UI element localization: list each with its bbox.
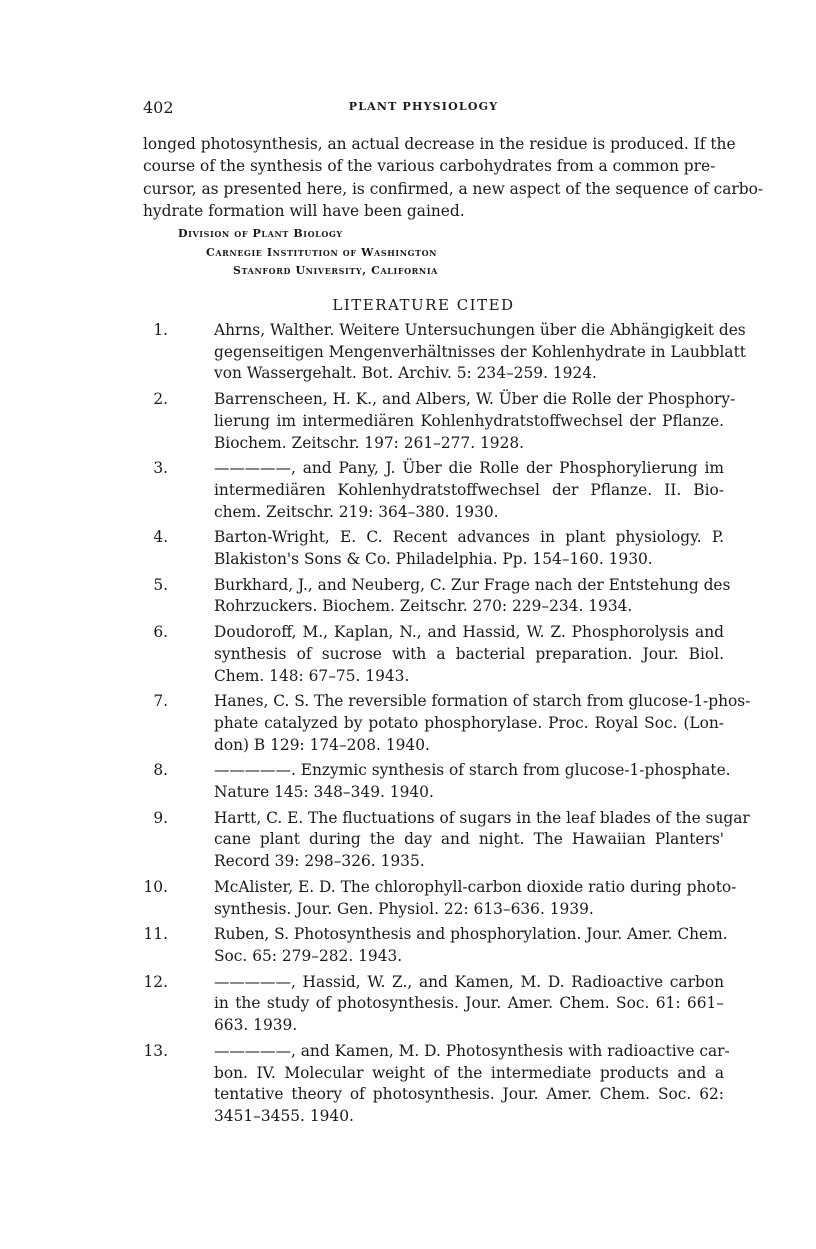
body-line: hydrate formation will have been gained. — [143, 202, 465, 221]
reference-text — [214, 458, 724, 523]
affiliation-division: Division of Plant Biology — [178, 227, 343, 240]
reference-text — [214, 760, 731, 803]
reference-line: —————, and Pany, J. Über die Rolle der Phosphorylierung im — [214, 459, 724, 478]
reference-item — [143, 760, 731, 803]
reference-line: Record 39: 298–326. 1935. — [214, 852, 425, 871]
reference-text — [214, 691, 751, 756]
reference-number: 12. — [143, 972, 168, 991]
affiliation-institution: Carnegie Institution of Washington — [206, 246, 438, 259]
reference-line: gegenseitigen Mengenverhältnisses der Kohlenhydrate in Laubblatt — [214, 342, 746, 361]
reference-text — [214, 320, 746, 385]
reference-line: Ahrns, Walther. Weitere Untersuchungen über die Abhängigkeit des — [214, 321, 746, 339]
reference-item — [143, 808, 750, 873]
reference-line: Chem. 148: 67–75. 1943. — [214, 666, 410, 685]
reference-item — [143, 527, 724, 570]
reference-line: Doudoroff, M., Kaplan, N., and Hassid, W. Z. Phosphorolysis and — [214, 623, 724, 642]
reference-line: Barrenscheen, H. K., and Albers, W. Über die Rolle der Phosphory- — [214, 390, 736, 409]
reference-text — [214, 527, 724, 570]
reference-text — [214, 575, 731, 618]
reference-line: Barton-Wright, E. C. Recent advances in plant physiology. P. — [214, 528, 724, 547]
reference-line: Biochem. Zeitschr. 197: 261–277. 1928. — [214, 433, 525, 452]
reference-text — [214, 924, 728, 967]
reference-line: chem. Zeitschr. 219: 364–380. 1930. — [214, 502, 499, 521]
reference-line: Ruben, S. Photosynthesis and phosphorylation. Jour. Amer. Chem. — [214, 925, 728, 944]
reference-number: 11. — [143, 925, 168, 944]
reference-text — [214, 389, 736, 454]
section-title: LITERATURE CITED — [332, 296, 515, 314]
reference-item — [143, 924, 728, 967]
reference-line: in the study of photosynthesis. Jour. Amer. Chem. Soc. 61: 661– — [214, 994, 724, 1013]
reference-line: Nature 145: 348–349. 1940. — [214, 783, 434, 802]
reference-number: 8. — [153, 761, 168, 780]
reference-line: Hanes, C. S. The reversible formation of starch from glucose-1-phos- — [214, 692, 751, 711]
reference-text — [214, 972, 724, 1037]
reference-item — [143, 575, 731, 618]
reference-number: 9. — [153, 808, 168, 827]
reference-number: 6. — [153, 623, 168, 642]
reference-item — [143, 1041, 730, 1128]
reference-line: bon. IV. Molecular weight of the intermediate products and a — [214, 1063, 724, 1082]
body-paragraph — [143, 133, 764, 223]
reference-number: 4. — [153, 528, 168, 547]
affiliation-university: Stanford University, California — [233, 264, 438, 277]
reference-line: Soc. 65: 279–282. 1943. — [214, 946, 403, 965]
reference-item — [143, 972, 724, 1037]
page-header — [143, 98, 704, 118]
reference-line: don) B 129: 174–208. 1940. — [214, 735, 430, 754]
reference-line: Hartt, C. E. The fluctuations of sugars in the leaf blades of the sugar — [214, 808, 750, 827]
reference-line: synthesis of sucrose with a bacterial preparation. Jour. Biol. — [214, 644, 724, 663]
reference-line: tentative theory of photosynthesis. Jour. Amer. Chem. Soc. 62: — [214, 1085, 724, 1104]
running-title: PLANT PHYSIOLOGY — [348, 100, 499, 113]
reference-number: 7. — [153, 692, 168, 711]
reference-item — [143, 389, 736, 454]
reference-line: lierung im intermediären Kohlenhydratstoffwechsel der Pflanze. — [214, 411, 724, 430]
reference-number: 1. — [153, 321, 168, 339]
reference-line: Burkhard, J., and Neuberg, C. Zur Frage nach der Entstehung des — [214, 575, 731, 594]
body-line: longed photosynthesis, an actual decrease in the residue is produced. If the — [143, 135, 736, 153]
reference-number: 2. — [153, 390, 168, 409]
reference-line: 663. 1939. — [214, 1016, 298, 1035]
reference-line: intermediären Kohlenhydratstoffwechsel der Pflanze. II. Bio- — [214, 480, 724, 499]
reference-text — [214, 877, 737, 920]
reference-item — [143, 622, 724, 687]
body-line: course of the synthesis of the various carbohydrates from a common pre- — [143, 157, 716, 176]
reference-line: McAlister, E. D. The chlorophyll-carbon dioxide ratio during photo- — [214, 877, 737, 896]
reference-line: —————, Hassid, W. Z., and Kamen, M. D. Radioactive carbon — [214, 972, 724, 991]
reference-number: 5. — [153, 575, 168, 594]
body-line: cursor, as presented here, is confirmed, a new aspect of the sequence of carbo- — [143, 179, 764, 198]
reference-line: synthesis. Jour. Gen. Physiol. 22: 613–636. 1939. — [214, 899, 594, 918]
reference-text — [214, 622, 724, 687]
reference-line: —————, and Kamen, M. D. Photosynthesis with radioactive car- — [214, 1041, 730, 1060]
page-number: 402 — [143, 98, 174, 117]
reference-text — [214, 808, 750, 873]
reference-item — [143, 320, 746, 385]
reference-line: Blakiston's Sons & Co. Philadelphia. Pp. 154–160. 1930. — [214, 550, 653, 569]
reference-line: Rohrzuckers. Biochem. Zeitschr. 270: 229–234. 1934. — [214, 597, 633, 616]
reference-item — [143, 691, 751, 756]
reference-line: cane plant during the day and night. The Hawaiian Planters' — [214, 830, 724, 849]
references-list — [143, 320, 751, 1132]
reference-number: 3. — [153, 459, 168, 478]
reference-item — [143, 877, 737, 920]
reference-number: 10. — [143, 877, 168, 896]
reference-text — [214, 1041, 730, 1128]
reference-item — [143, 458, 724, 523]
reference-line: —————. Enzymic synthesis of starch from glucose-1-phosphate. — [214, 761, 731, 780]
reference-line: 3451–3455. 1940. — [214, 1106, 354, 1125]
reference-line: phate catalyzed by potato phosphorylase. Proc. Royal Soc. (Lon- — [214, 713, 724, 732]
reference-number: 13. — [143, 1041, 168, 1060]
reference-line: von Wassergehalt. Bot. Archiv. 5: 234–259. 1924. — [214, 364, 597, 383]
